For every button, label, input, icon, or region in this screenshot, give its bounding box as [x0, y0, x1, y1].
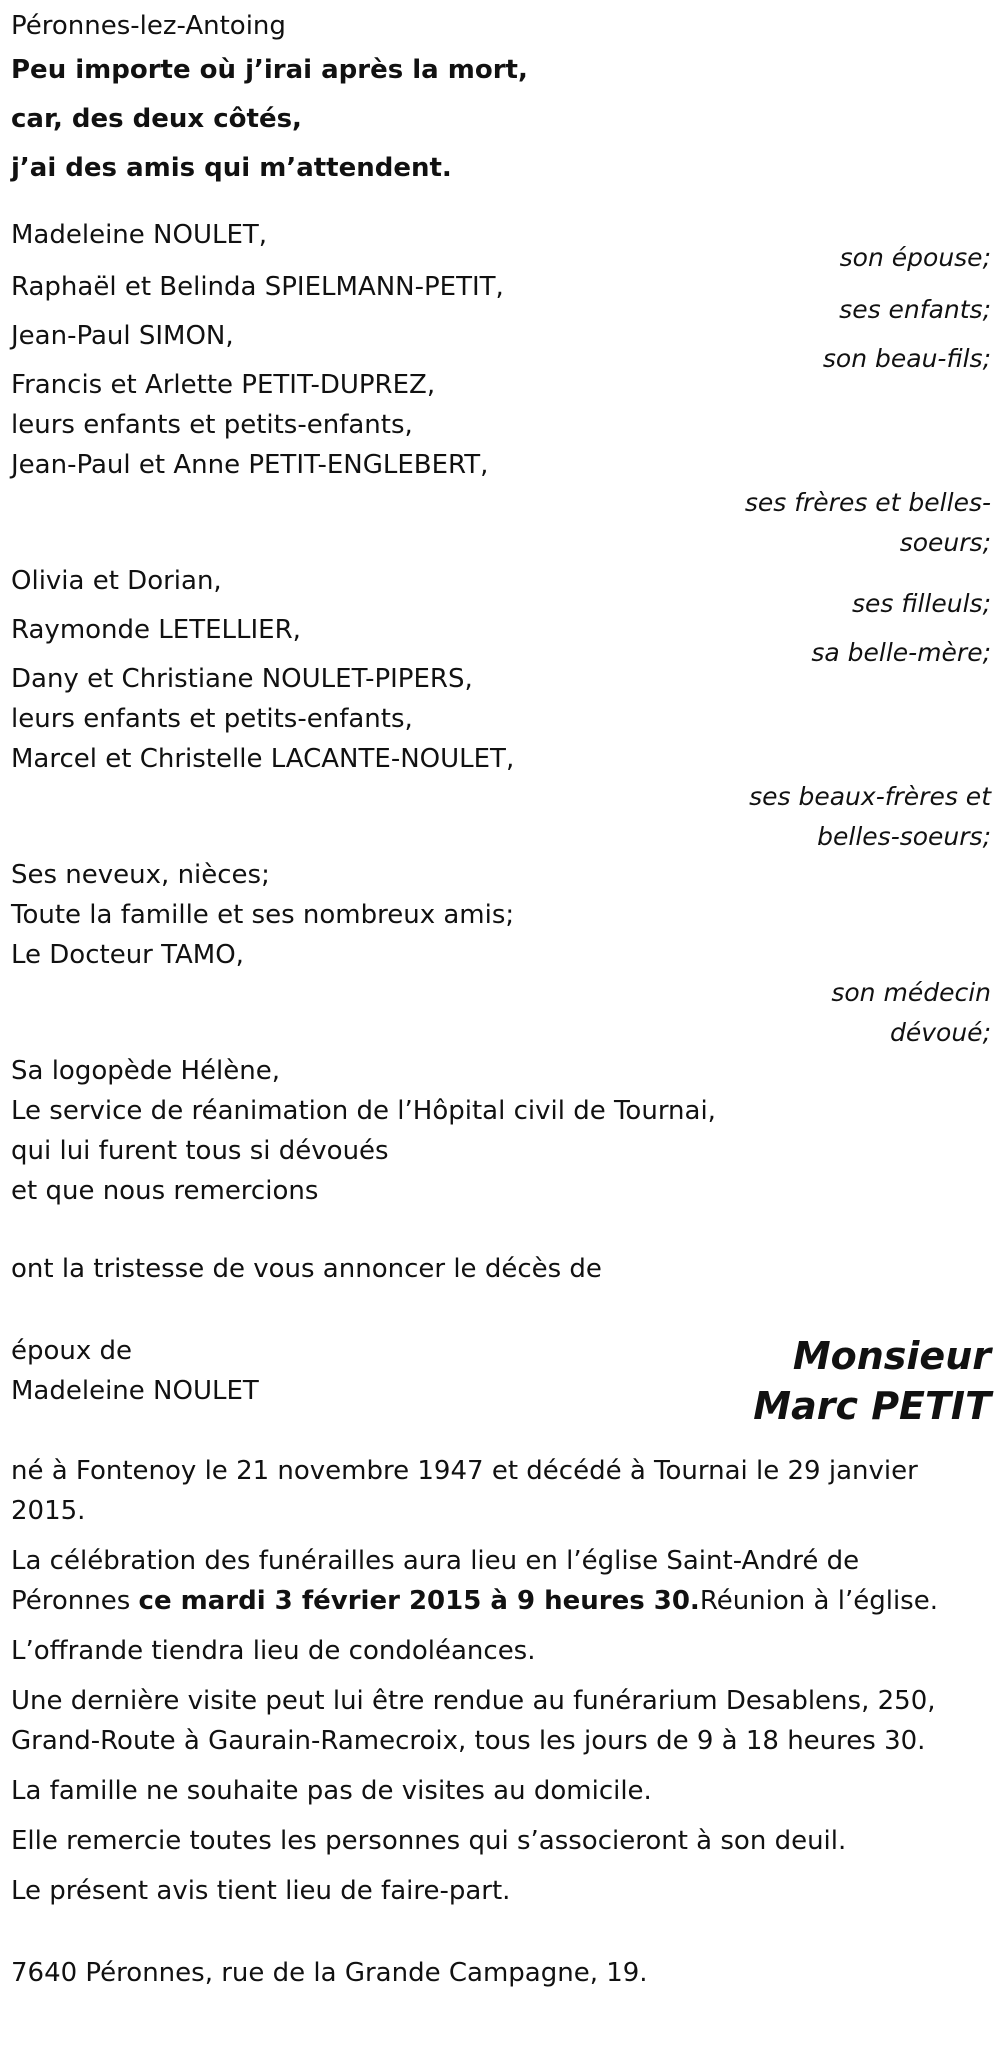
deceased-title: Monsieur [792, 1334, 991, 1378]
deceased-name [753, 1331, 991, 1431]
deceased-block [11, 1331, 991, 1431]
ceremony-prefix: La célébration des funérailles aura lieu en l’église Saint-André de Péronnes [11, 1546, 860, 1616]
family-name: Le Docteur TAMO, [11, 940, 244, 970]
quote-line: car, des deux côtés, [11, 104, 302, 134]
family-name: Dany et Christiane NOULET-PIPERS, [11, 664, 473, 694]
family-name: qui lui furent tous si dévoués [11, 1136, 389, 1166]
family-name: Jean-Paul SIMON, [11, 321, 234, 351]
family-name: Toute la famille et ses nombreux amis; [11, 900, 515, 930]
family-relation: son épouse; [839, 243, 991, 272]
family-relation: belles-soeurs; [817, 822, 991, 851]
ceremony-date: ce mardi 3 février 2015 à 9 heures 30. [138, 1586, 700, 1616]
family-entry [11, 365, 991, 563]
address: 7640 Péronnes, rue de la Grande Campagne, 19. [11, 1958, 648, 1988]
spouse-info [11, 1331, 259, 1411]
family-entry [11, 659, 991, 857]
family-name: Marcel et Christelle LACANTE-NOULET, [11, 744, 515, 774]
family-relation: ses frères et belles- [744, 488, 991, 517]
offering-info: L’offrande tiendra lieu de condoléances. [11, 1636, 536, 1666]
spouse-line: Madeleine NOULET [11, 1376, 259, 1406]
family-name: leurs enfants et petits-enfants, [11, 704, 413, 734]
family-list [11, 215, 991, 1211]
family-relation: dévoué; [890, 1018, 991, 1047]
family-name: et que nous remercions [11, 1176, 319, 1206]
notice-info: Le présent avis tient lieu de faire-part. [11, 1876, 511, 1906]
family-name: Raphaël et Belinda SPIELMANN-PETIT, [11, 272, 504, 302]
spouse-line: époux de [11, 1336, 133, 1366]
obituary-notice [11, 0, 991, 1993]
family-relation: sa belle-mère; [811, 638, 991, 667]
family-entry [11, 855, 991, 1053]
deceased-fullname: Marc PETIT [753, 1384, 991, 1428]
visit-info: Une dernière visite peut lui être rendue au funérarium Desablens, 250, Grand-Route à Gaurain-Ramecroix, tous les jours de 9 à 18 heures 30. [11, 1686, 936, 1756]
family-name: Olivia et Dorian, [11, 566, 222, 596]
place-line: Péronnes-lez-Antoing [11, 11, 286, 41]
family-relation: ses filleuls; [851, 589, 991, 618]
family-relation: soeurs; [899, 528, 991, 557]
family-name: Raymonde LETELLIER, [11, 615, 301, 645]
quote-block [11, 46, 991, 193]
family-relation: ses beaux-frères et [749, 782, 991, 811]
family-name: leurs enfants et petits-enfants, [11, 410, 413, 440]
no-home-visits: La famille ne souhaite pas de visites au domicile. [11, 1776, 652, 1806]
family-name: Le service de réanimation de l’Hôpital civil de Tournai, [11, 1096, 716, 1126]
announcement: ont la tristesse de vous annoncer le décès de [11, 1254, 602, 1284]
family-relation: son médecin [831, 978, 991, 1007]
family-relation: son beau-fils; [822, 344, 991, 373]
quote-line: j’ai des amis qui m’attendent. [11, 153, 452, 183]
family-name: Francis et Arlette PETIT-DUPREZ, [11, 370, 436, 400]
ceremony-suffix: Réunion à l’église. [699, 1586, 938, 1616]
birth-death-info: né à Fontenoy le 21 novembre 1947 et décédé à Tournai le 29 janvier 2015. [11, 1456, 918, 1526]
family-name: Sa logopède Hélène, [11, 1056, 281, 1086]
family-name: Jean-Paul et Anne PETIT-ENGLEBERT, [11, 450, 489, 480]
quote-line: Peu importe où j’irai après la mort, [11, 55, 528, 85]
family-relation: ses enfants; [839, 295, 991, 324]
family-name: Madeleine NOULET, [11, 220, 268, 250]
family-name: Ses neveux, nièces; [11, 860, 270, 890]
thanks-info: Elle remercie toutes les personnes qui s’associeront à son deuil. [11, 1826, 847, 1856]
ceremony-info [11, 1541, 971, 1621]
family-entry [11, 1051, 991, 1211]
